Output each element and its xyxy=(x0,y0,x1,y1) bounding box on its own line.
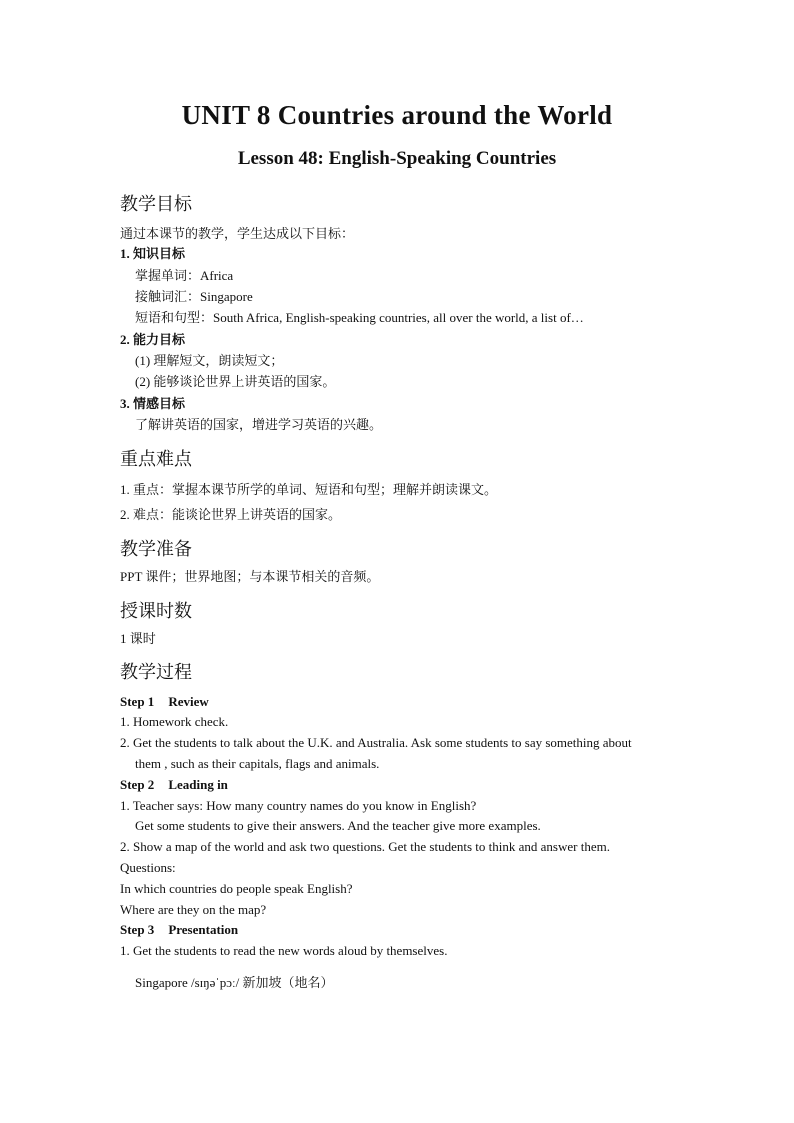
key-points-heading: 重点难点 xyxy=(120,449,192,470)
preparation-heading: 教学准备 xyxy=(120,539,192,560)
step-2-question-1: In which countries do people speak English? xyxy=(120,881,353,896)
step-1-heading xyxy=(120,694,209,710)
step-1-title: Review xyxy=(168,694,209,709)
ability-item-2: (2) 能够谈论世界上讲英语的国家。 xyxy=(135,374,336,389)
step-1-item-2-cont: them , such as their capitals, flags and animals. xyxy=(135,756,380,771)
periods-text: 1 课时 xyxy=(120,631,156,646)
ability-title: 2. 能力目标 xyxy=(120,332,186,347)
step-3-heading xyxy=(120,922,238,938)
key-point-item-2: 2. 难点：能谈论世界上讲英语的国家。 xyxy=(120,507,342,522)
step-3-vocab-singapore: Singapore /sɪŋəˈpɔː/ 新加坡（地名） xyxy=(135,975,334,990)
step-2-heading xyxy=(120,777,228,793)
knowledge-mastery: 掌握单词：Africa xyxy=(135,268,234,283)
knowledge-contact: 接触词汇：Singapore xyxy=(135,289,253,304)
objectives-intro: 通过本课节的教学，学生达成以下目标： xyxy=(120,226,355,241)
periods-heading: 授课时数 xyxy=(120,601,192,622)
process-heading: 教学过程 xyxy=(120,662,192,683)
emotion-item-1: 了解讲英语的国家，增进学习英语的兴趣。 xyxy=(135,417,383,432)
ability-item-1: (1) 理解短文，朗读短文； xyxy=(135,353,284,368)
step-2-title: Leading in xyxy=(168,777,228,792)
step-2-label: Step 2 xyxy=(120,777,155,792)
emotion-title: 3. 情感目标 xyxy=(120,396,186,411)
objectives-heading: 教学目标 xyxy=(120,194,192,215)
step-3-label: Step 3 xyxy=(120,922,155,937)
step-3-title: Presentation xyxy=(168,922,239,937)
page-title: UNIT 8 Countries around the World xyxy=(181,100,613,130)
step-1-item-1: 1. Homework check. xyxy=(120,714,229,729)
step-1-item-2: 2. Get the students to talk about the U.K. and Australia. Ask some students to say something about xyxy=(120,735,632,750)
step-2-item-2: 2. Show a map of the world and ask two questions. Get the students to think and answer them. xyxy=(120,839,610,854)
knowledge-title: 1. 知识目标 xyxy=(120,246,186,261)
knowledge-phrases: 短语和句型：South Africa, English-speaking countries, all over the world, a list of… xyxy=(135,310,584,325)
step-2-question-2: Where are they on the map? xyxy=(120,902,267,917)
lesson-subtitle: Lesson 48: English-Speaking Countries xyxy=(237,148,557,169)
step-3-item-1: 1. Get the students to read the new words aloud by themselves. xyxy=(120,943,448,958)
step-2-item-1-cont: Get some students to give their answers. And the teacher give more examples. xyxy=(135,818,541,833)
preparation-text: PPT 课件；世界地图；与本课节相关的音频。 xyxy=(120,569,380,584)
step-2-item-1: 1. Teacher says: How many country names do you know in English? xyxy=(120,798,477,813)
step-1-label: Step 1 xyxy=(120,694,155,709)
key-point-item-1: 1. 重点：掌握本课节所学的单词、短语和句型；理解并朗读课文。 xyxy=(120,482,498,497)
step-2-questions-label: Questions: xyxy=(120,860,176,875)
